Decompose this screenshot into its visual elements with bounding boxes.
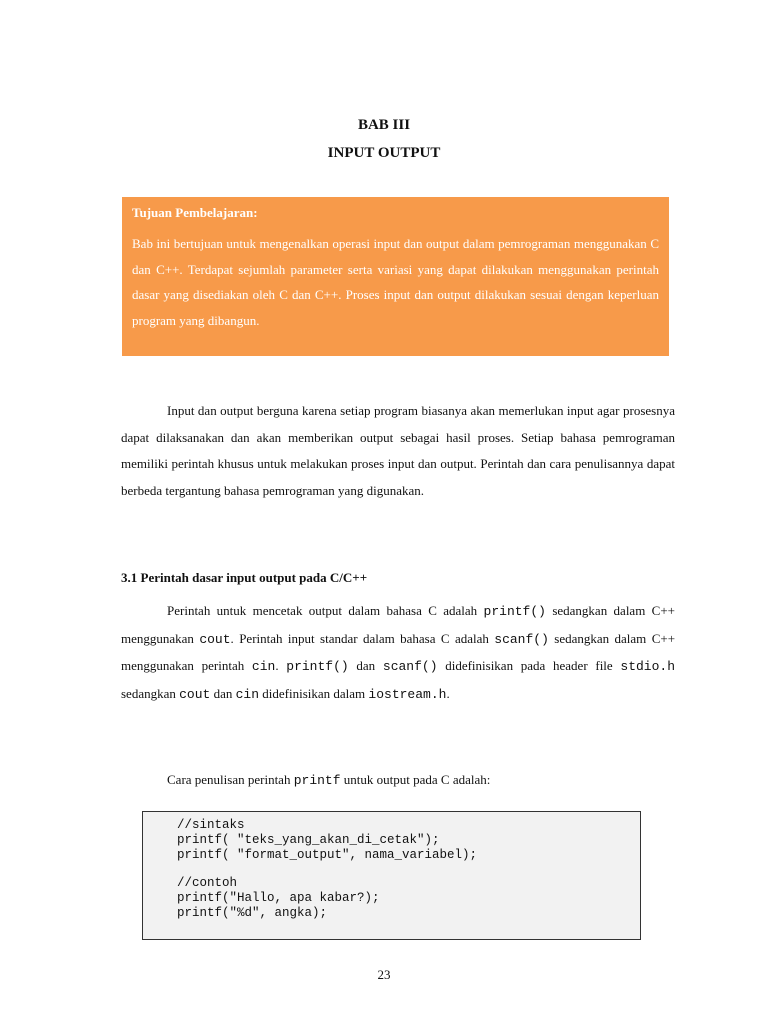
code-spacer [177,863,640,876]
text-segment: . Perintah input standar dalam bahasa C adalah [230,630,495,646]
code-line: printf( "teks_yang_akan_di_cetak"); [177,833,440,847]
text-segment: Cara penulisan perintah [167,772,294,787]
intro-text: Input dan output berguna karena setiap program biasanya akan memerlukan input agar prosesnya dapat dilaksanakan dan akan memberikan output sebagai hasil proses. Setiap bahasa pemrograman memiliki perintah khusus untuk melakukan proses input dan output. Perintah dan cara penulisannya dapat berbeda tergantung bahasa pemrograman yang digunakan. [121,403,675,498]
inline-code: cin [235,686,260,702]
code-lead-in [167,772,490,788]
intro-paragraph [121,398,675,504]
inline-code: printf() [483,604,546,619]
inline-code: printf() [286,659,349,674]
code-line: printf( "format_output", nama_variabel); [177,848,478,862]
text-segment: didefinisikan dalam [259,685,369,701]
inline-code: printf [293,773,341,788]
text-segment: sedangkan dalam C++ menggunakan perintah [121,630,676,673]
code-line: printf("%d", angka); [177,906,328,920]
code-line: printf("Hallo, apa kabar?); [177,891,380,905]
page-number: 23 [377,967,391,982]
learning-objective-box [122,197,669,356]
text-segment: . [446,685,450,701]
text-segment: untuk output pada C adalah: [340,772,491,787]
inline-code: cin [251,659,276,674]
inline-code: cout [179,686,211,702]
text-segment: dan [210,685,236,701]
chapter-title: INPUT OUTPUT [327,145,441,161]
text-segment: sedangkan [121,685,180,701]
inline-code: scanf() [494,631,549,647]
code-block [142,811,641,940]
objective-text: Bab ini bertujuan untuk mengenalkan operasi input dan output dalam pemrograman menggunakan C dan C++. Terdapat sejumlah parameter serta variasi yang dapat dilakukan menggunakan perintah dasar yang disediakan oleh C dan C++. Proses input dan output dilakukan sesuai dengan keperluan program yang dibangun. [132,236,659,328]
objective-title: Tujuan Pembelajaran: [132,205,258,220]
text-segment: didefinisikan pada header file [437,658,621,673]
text-segment: . [275,658,287,673]
inline-code: cout [199,631,231,647]
inline-code: scanf() [382,659,438,674]
section-heading: 3.1 Perintah dasar input output pada C/C++ [121,570,368,585]
text-segment: Perintah untuk mencetak output dalam bahasa C adalah [167,603,484,618]
inline-code: stdio.h [620,659,675,674]
text-segment: dan [348,658,383,673]
text-segment: sedangkan dalam C++ menggunakan [121,603,676,646]
inline-code: iostream.h [368,686,447,702]
code-line: //contoh [177,876,238,890]
code-line: //sintaks [177,818,245,832]
chapter-number: BAB III [357,117,411,133]
section-paragraph [121,598,675,708]
